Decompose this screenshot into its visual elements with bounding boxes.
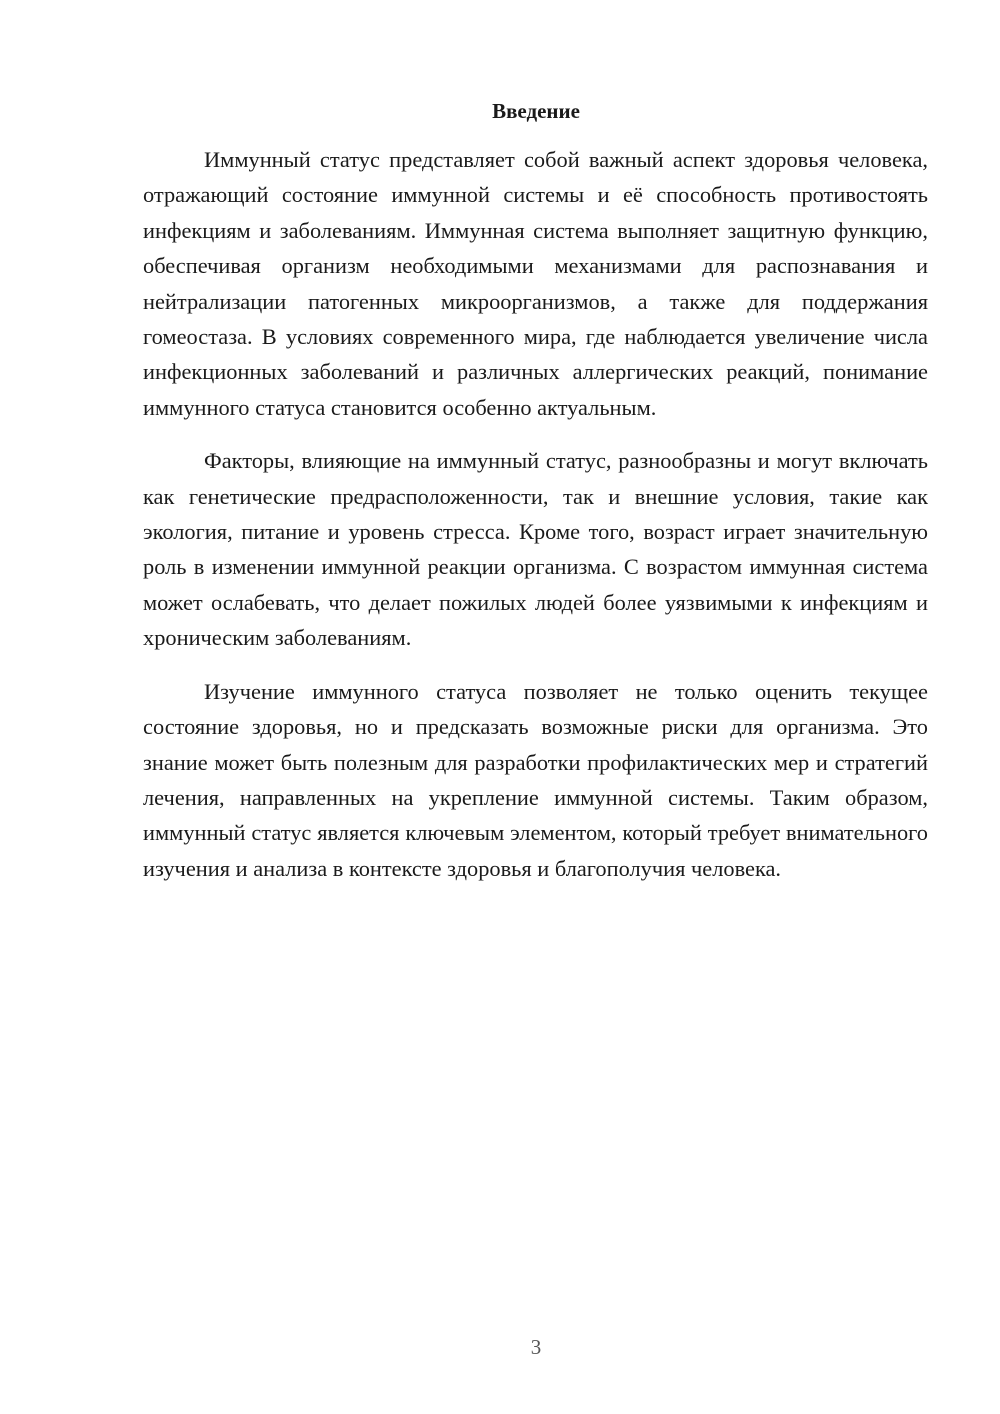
document-body [143,142,928,886]
paragraph-1: Иммунный статус представляет собой важный аспект здоровья человека, отражающий состояние иммунной системы и её способность противостоять инфекциям и заболеваниям. Иммунная система выполняет защитную функцию, обеспечивая организм необходимыми механизмами для распознавания и нейтрализации патогенных микроорганизмов, а также для поддержания гомеостаза. В условиях современного мира, где наблюдается увеличение числа инфекционных заболеваний и различных аллергических реакций, понимание иммунного статуса становится особенно актуальным. [143,147,928,420]
page-number: 3 [530,1335,542,1359]
paragraph-2: Факторы, влияющие на иммунный статус, разнообразны и могут включать как генетические предрасположенности, так и внешние условия, такие как экология, питание и уровень стресса. Кроме того, возраст играет значительную роль в изменении иммунной реакции организма. С возрастом иммунная система может ослабевать, что делает пожилых людей более уязвимыми к инфекциям и хроническим заболеваниям. [143,448,928,651]
section-heading: Введение [492,99,580,123]
paragraph-3: Изучение иммунного статуса позволяет не только оценить текущее состояние здоровья, но и предсказать возможные риски для организма. Это знание может быть полезным для разработки профилактических мер и стратегий лечения, направленных на укрепление иммунной системы. Таким образом, иммунный статус является ключевым элементом, который требует внимательного изучения и анализа в контексте здоровья и благополучия человека. [143,678,928,881]
